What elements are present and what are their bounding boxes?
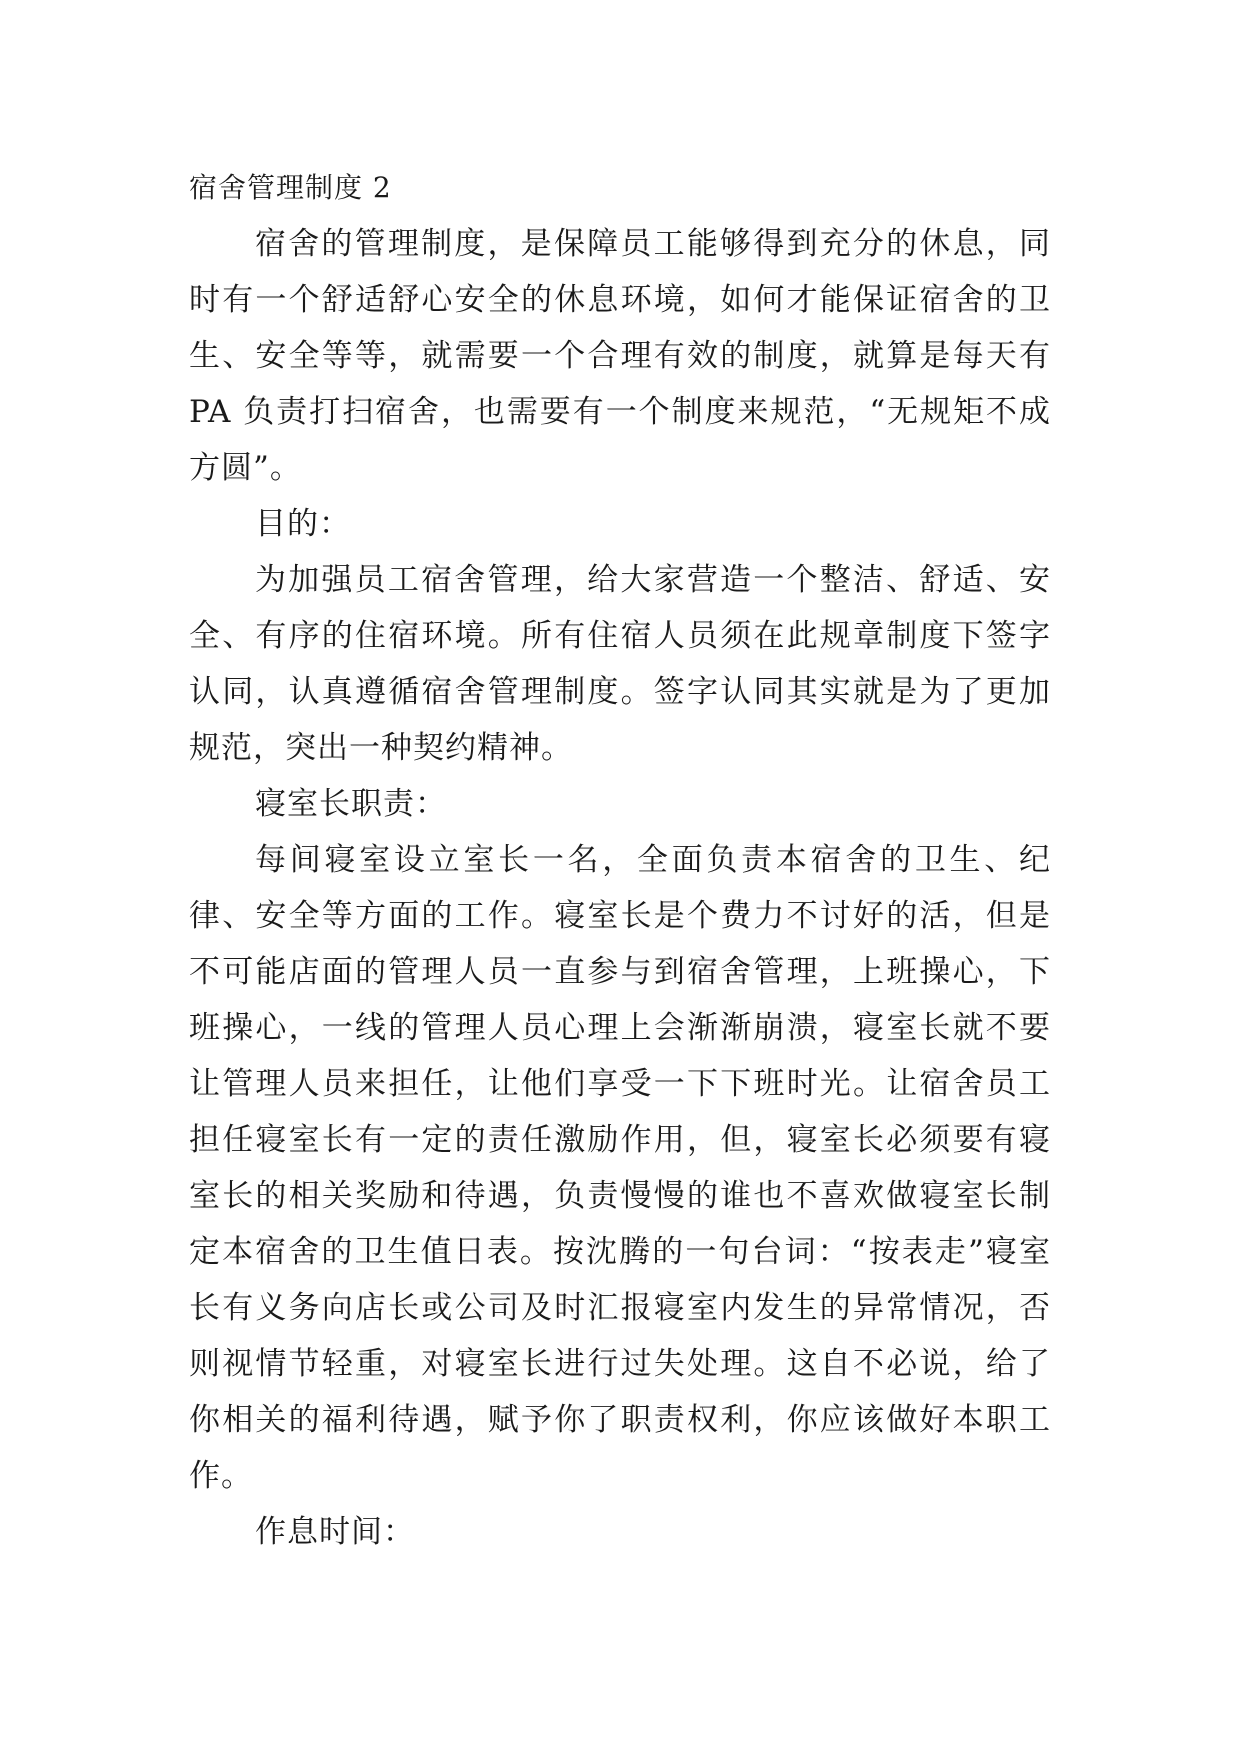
purpose-heading: 目的： xyxy=(255,506,351,542)
document-body xyxy=(189,160,1051,1560)
document-title: 宿舍管理制度 2 xyxy=(189,171,392,204)
dorm-leader-paragraph: 每间寝室设立室长一名，全面负责本宿舍的卫生、纪律、安全等方面的工作。寝室长是个费力不讨好的活，但是不可能店面的管理人员一直参与到宿舍管理，上班操心，下班操心，一线的管理人员心理上会渐渐崩溃，寝室长就不要让管理人员来担任，让他们享受一下下班时光。让宿舍员工担任寝室长有一定的责任激励作用，但，寝室长必须要有寝室长的相关奖励和待遇，负责慢慢的谁也不喜欢做寝室长制定本宿舍的卫生值日表。按沈腾的一句台词：“按表走”寝室长有义务向店长或公司及时汇报寝室内发生的异常情况，否则视情节轻重，对寝室长进行过失处理。这自不必说，给了你相关的福利待遇，赋予你了职责权利，你应该做好本职工作。 xyxy=(189,842,1051,1494)
dorm-leader-heading: 寝室长职责： xyxy=(255,786,447,822)
intro-paragraph: 宿舍的管理制度，是保障员工能够得到充分的休息，同时有一个舒适舒心安全的休息环境，如何才能保证宿舍的卫生、安全等等，就需要一个合理有效的制度，就算是每天有 PA 负责打扫宿舍，也需要有一个制度来规范，“无规矩不成方圆”。 xyxy=(189,226,1051,486)
schedule-heading: 作息时间： xyxy=(255,1514,415,1550)
purpose-paragraph: 为加强员工宿舍管理，给大家营造一个整洁、舒适、安全、有序的住宿环境。所有住宿人员须在此规章制度下签字认同，认真遵循宿舍管理制度。签字认同其实就是为了更加规范，突出一种契约精神。 xyxy=(189,562,1051,766)
